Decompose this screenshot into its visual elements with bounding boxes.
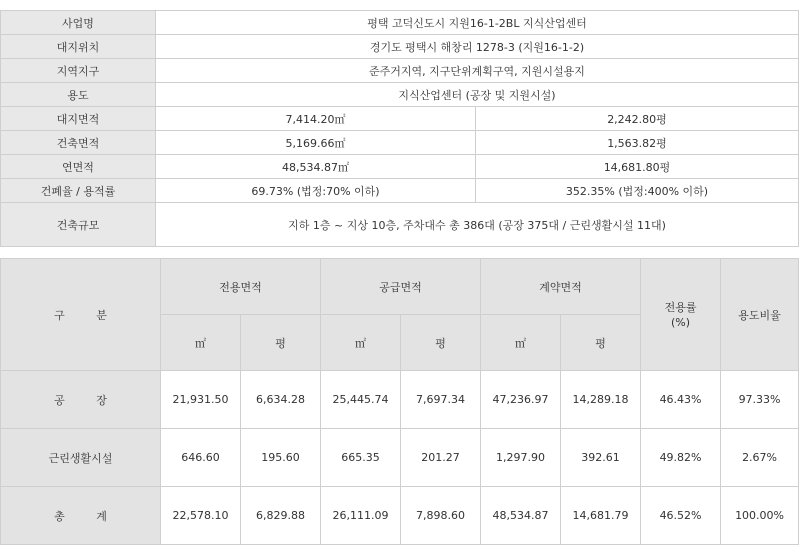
table-cell: 100.00%: [721, 487, 799, 545]
overview-row: [1, 83, 799, 107]
table-cell: 1,297.90: [481, 429, 561, 487]
unit-pyeong: 평: [401, 315, 481, 371]
unit-m2: ㎡: [321, 315, 401, 371]
area-row: [1, 179, 799, 203]
header-row: [1, 259, 799, 315]
row-value: 준주거지역, 지구단위계획구역, 지원시설용지: [156, 59, 799, 83]
unit-m2: ㎡: [481, 315, 561, 371]
row-label: 대지면적: [1, 107, 156, 131]
table-cell: 7,697.34: [401, 371, 481, 429]
area-row: [1, 107, 799, 131]
area-row: [1, 155, 799, 179]
scale-row: [1, 203, 799, 247]
floor-area-ratio: 352.35% (법정:400% 이하): [476, 179, 799, 203]
supply-area-header: 공급면적: [321, 259, 481, 315]
unit-pyeong: 평: [561, 315, 641, 371]
table-cell: 646.60: [161, 429, 241, 487]
table-cell: 46.43%: [641, 371, 721, 429]
table-cell: 97.33%: [721, 371, 799, 429]
table-cell: 25,445.74: [321, 371, 401, 429]
table-cell: 21,931.50: [161, 371, 241, 429]
row-value: 경기도 평택시 해창리 1278-3 (지원16-1-2): [156, 35, 799, 59]
table-cell: 14,289.18: [561, 371, 641, 429]
area-m2: 5,169.66㎡: [156, 131, 476, 155]
row-label: 건축규모: [1, 203, 156, 247]
table-row: [1, 429, 799, 487]
row-label: 연면적: [1, 155, 156, 179]
table-cell: 48,534.87: [481, 487, 561, 545]
row-label: 사업명: [1, 11, 156, 35]
area-row: [1, 131, 799, 155]
table-cell: 665.35: [321, 429, 401, 487]
area-m2: 7,414.20㎡: [156, 107, 476, 131]
table-cell: 26,111.09: [321, 487, 401, 545]
table-cell: 14,681.79: [561, 487, 641, 545]
unit-pyeong: 평: [241, 315, 321, 371]
table-cell: 47,236.97: [481, 371, 561, 429]
table-cell: 392.61: [561, 429, 641, 487]
area-pyeong: 1,563.82평: [476, 131, 799, 155]
category-header: 구 분: [1, 259, 161, 371]
usage-ratio-header: 용도비율: [721, 259, 799, 371]
exclusive-area-header: 전용면적: [161, 259, 321, 315]
table-cell: 6,829.88: [241, 487, 321, 545]
contract-area-header: 계약면적: [481, 259, 641, 315]
table-cell: 7,898.60: [401, 487, 481, 545]
project-overview-table: [0, 10, 799, 247]
overview-row: [1, 59, 799, 83]
total-row: [1, 487, 799, 545]
unit-m2: ㎡: [161, 315, 241, 371]
row-label: 근린생활시설: [1, 429, 161, 487]
area-pyeong: 14,681.80평: [476, 155, 799, 179]
exclusive-ratio-header: 전용률 (%): [641, 259, 721, 371]
area-breakdown-table: [0, 258, 799, 545]
row-value: 지하 1층 ~ 지상 10층, 주차대수 총 386대 (공장 375대 / 근린생활시설 11대): [156, 203, 799, 247]
overview-row: [1, 35, 799, 59]
row-label: 지역지구: [1, 59, 156, 83]
coverage-ratio: 69.73% (법정:70% 이하): [156, 179, 476, 203]
row-label: 총 계: [1, 487, 161, 545]
row-value: 평택 고덕신도시 지원16-1-2BL 지식산업센터: [156, 11, 799, 35]
table-row: [1, 371, 799, 429]
table-cell: 201.27: [401, 429, 481, 487]
overview-row: [1, 11, 799, 35]
table-cell: 46.52%: [641, 487, 721, 545]
table-cell: 2.67%: [721, 429, 799, 487]
row-label: 대지위치: [1, 35, 156, 59]
row-value: 지식산업센터 (공장 및 지원시설): [156, 83, 799, 107]
row-label: 건폐율 / 용적률: [1, 179, 156, 203]
table-cell: 6,634.28: [241, 371, 321, 429]
table-cell: 49.82%: [641, 429, 721, 487]
area-m2: 48,534.87㎡: [156, 155, 476, 179]
row-label: 용도: [1, 83, 156, 107]
table-cell: 22,578.10: [161, 487, 241, 545]
area-pyeong: 2,242.80평: [476, 107, 799, 131]
row-label: 공 장: [1, 371, 161, 429]
row-label: 건축면적: [1, 131, 156, 155]
table-cell: 195.60: [241, 429, 321, 487]
